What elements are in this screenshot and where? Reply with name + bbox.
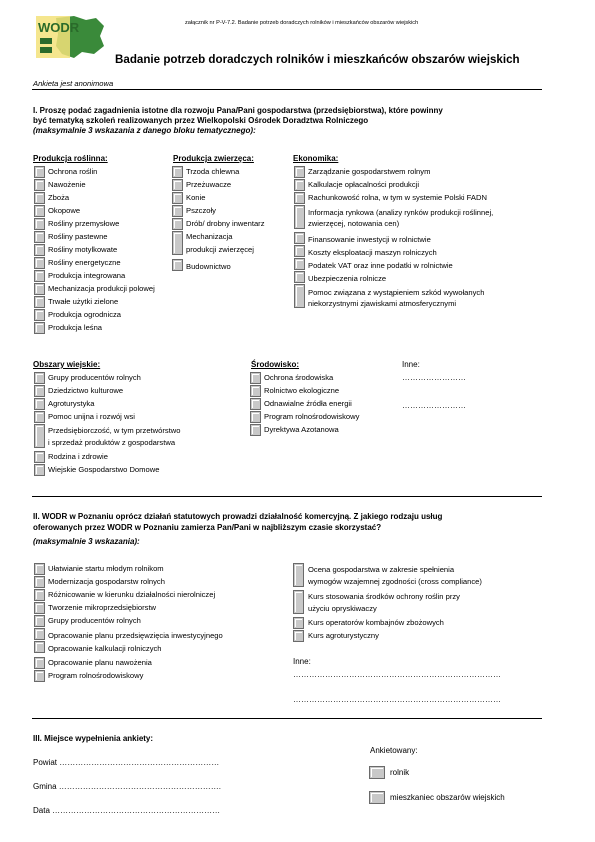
option-label: Mechanizacja produkcji polowej xyxy=(48,284,155,293)
checkbox-startu-mlodym[interactable] xyxy=(34,563,45,575)
rural-areas-heading: Obszary wiejskie: xyxy=(33,360,101,369)
checkbox-kurs-kombajnow[interactable] xyxy=(293,617,304,629)
option-label: Tworzenie mikroprzedsiębiorstw xyxy=(48,603,157,612)
option-label: Program rolnośrodowiskowy xyxy=(264,412,360,421)
option-label-cont: użyciu opryskiwaczy xyxy=(308,604,377,613)
checkbox-program-rolnosrodowiskowy-2[interactable] xyxy=(34,670,45,682)
option-label: Modernizacja gospodarstw rolnych xyxy=(48,577,165,586)
checkbox-trwale-uzytki[interactable] xyxy=(34,296,45,308)
option-label: Opracowanie planu przedsięwzięcia inwestycyjnego xyxy=(48,631,223,640)
option-label: Finansowanie inwestycji w rolnictwie xyxy=(308,235,431,244)
section2-line1: II. WODR w Poznaniu oprócz działań statutowych prowadzi działalność komercyjną. Z jakiego rodzaju usług xyxy=(33,512,443,521)
checkbox-mieszkaniec[interactable] xyxy=(369,791,385,804)
checkbox-ubezpieczenia[interactable] xyxy=(294,271,305,283)
option-label: Kurs operatorów kombajnów zbożowych xyxy=(308,618,444,627)
option-label: Rośliny pastewne xyxy=(48,232,108,241)
checkbox-ochrona-srodowiska[interactable] xyxy=(250,372,261,384)
checkbox-rolnictwo-ekologiczne[interactable] xyxy=(250,385,261,397)
option-label: Mechanizacja xyxy=(186,232,233,241)
plant-production-heading: Produkcja roślinna: xyxy=(33,154,108,163)
option-label: Dyrektywa Azotanowa xyxy=(264,425,339,434)
checkbox-kurs-opryskiwaczy[interactable] xyxy=(293,590,304,614)
option-label: Ochrona roślin xyxy=(48,167,98,176)
option-label: Drób/ drobny inwentarz xyxy=(186,219,265,228)
checkbox-kalkulacje-rolnicze[interactable] xyxy=(34,641,45,653)
checkbox-grupy-producentow[interactable] xyxy=(34,372,45,384)
checkbox-dziedzictwo[interactable] xyxy=(34,385,45,397)
option-mieszkaniec-label: mieszkaniec obszarów wiejskich xyxy=(390,793,505,802)
option-label: Grupy producentów rolnych xyxy=(48,373,141,382)
option-label: Agroturystyka xyxy=(48,399,95,408)
checkbox-rosliny-energetyczne[interactable] xyxy=(34,257,45,269)
section3-title: III. Miejsce wypełnienia ankiety: xyxy=(33,734,154,743)
attachment-note: załącznik nr P-V-7.2. Badanie potrzeb doradczych rolników i mieszkańców obszarów wiejskich xyxy=(185,20,419,26)
anonymous-note: Ankieta jest anonimowa xyxy=(33,79,114,88)
option-label: Podatek VAT oraz inne podatki w rolnictwie xyxy=(308,261,453,270)
option-label: Dziedzictwo kulturowe xyxy=(48,386,124,395)
checkbox-rolnik[interactable] xyxy=(369,766,385,779)
checkbox-odnawialne-zrodla[interactable] xyxy=(250,398,261,410)
checkbox-podatek-vat[interactable] xyxy=(294,258,305,270)
checkbox-finansowanie[interactable] xyxy=(294,232,305,244)
svg-text:WODR: WODR xyxy=(38,20,80,35)
option-rolnik-label: rolnik xyxy=(390,768,410,777)
animal-production-heading: Produkcja zwierzęca: xyxy=(173,154,254,163)
option-label: Produkcja integrowana xyxy=(48,271,126,280)
divider-top xyxy=(32,89,542,90)
option-label: Grupy producentów rolnych xyxy=(48,616,141,625)
checkbox-produkcja-ogrodnicza[interactable] xyxy=(34,309,45,321)
checkbox-drob[interactable] xyxy=(172,218,183,230)
checkbox-kalkulacje[interactable] xyxy=(294,179,305,191)
option-label: Odnawialne źródła energii xyxy=(264,399,352,408)
checkbox-trzoda-chlewna[interactable] xyxy=(172,166,183,178)
checkbox-kurs-agroturystyczny[interactable] xyxy=(293,630,304,642)
option-label: Opracowanie kalkulacji rolniczych xyxy=(48,644,162,653)
checkbox-pszczoly[interactable] xyxy=(172,205,183,217)
option-label: Pomoc związana z wystąpieniem szkód wywołanych xyxy=(308,288,485,297)
checkbox-zboza[interactable] xyxy=(34,192,45,204)
option-label: Kalkulacje opłacalności produkcji xyxy=(308,180,420,189)
checkbox-cross-compliance[interactable] xyxy=(293,563,304,587)
option-label: Zboża xyxy=(48,193,70,202)
option-label: Konie xyxy=(186,193,206,202)
checkbox-produkcja-lesna[interactable] xyxy=(34,322,45,334)
checkbox-zarzadzanie[interactable] xyxy=(294,166,305,178)
checkbox-przezuwacze[interactable] xyxy=(172,179,183,191)
other-label-1: Inne: xyxy=(402,360,420,369)
checkbox-pomoc-szkody[interactable] xyxy=(294,284,305,308)
checkbox-pomoc-unijna[interactable] xyxy=(34,411,45,423)
option-label: Wiejskie Gospodarstwo Domowe xyxy=(48,465,160,474)
option-label: Program rolnośrodowiskowy xyxy=(48,671,144,680)
checkbox-dyrektywa-azotanowa[interactable] xyxy=(250,424,261,436)
option-label-cont: zwierzęcej, notowania cen) xyxy=(308,219,400,228)
other-field-2b[interactable]: …………………………………………………………………… xyxy=(293,695,501,704)
option-label: Informacja rynkowa (analizy rynków produkcji roślinnej, xyxy=(308,208,494,217)
option-label: Ochrona środowiska xyxy=(264,373,334,382)
checkbox-rachunkowosc[interactable] xyxy=(294,192,305,204)
checkbox-rosliny-pastewne[interactable] xyxy=(34,231,45,243)
option-label: Różnicowanie w kierunku działalności nierolniczej xyxy=(48,590,216,599)
wodr-logo xyxy=(34,14,106,60)
option-label: Koszty eksploatacji maszyn rolniczych xyxy=(308,248,437,257)
checkbox-program-rolnosrodowiskowy[interactable] xyxy=(250,411,261,423)
checkbox-budownictwo[interactable] xyxy=(172,259,183,271)
checkbox-ochrona-roslin[interactable] xyxy=(34,166,45,178)
economics-heading: Ekonomika: xyxy=(293,154,339,163)
option-label: Pszczoły xyxy=(186,206,216,215)
gmina-field[interactable]: Gmina ……………………………………………………. xyxy=(33,782,222,791)
option-label: Ocena gospodarstwa w zakresie spełnienia xyxy=(308,565,455,574)
section1-line1: I. Proszę podać zagadnienia istotne dla rozwoju Pana/Pani gospodarstwa (przedsiębiorstwa), które powinny xyxy=(33,106,443,115)
option-label: Opracowanie planu nawożenia xyxy=(48,658,152,667)
checkbox-grupy-producentow-2[interactable] xyxy=(34,615,45,627)
powiat-field[interactable]: Powiat …………………………………………………… xyxy=(33,758,220,767)
option-label: Rośliny przemysłowe xyxy=(48,219,120,228)
checkbox-modernizacja[interactable] xyxy=(34,576,45,588)
wodr-logo-graphic xyxy=(34,14,106,60)
option-label: Przeżuwacze xyxy=(186,180,232,189)
section2-line2: oferowanych przez WODR w Poznaniu zamierza Pan/Pani w najbliższym czasie skorzystać? xyxy=(33,523,382,532)
checkbox-przedsiebiorczosc[interactable] xyxy=(34,424,45,448)
checkbox-plan-inwestycyjny[interactable] xyxy=(34,628,45,640)
other-field-1b[interactable]: …………………… xyxy=(402,401,466,410)
divider-section2 xyxy=(32,496,542,497)
option-label: Okopowe xyxy=(48,206,81,215)
option-label: Przedsiębiorczość, w tym przetwórstwo xyxy=(48,426,181,435)
option-label: Ubezpieczenia rolnicze xyxy=(308,274,387,283)
checkbox-plan-nawozenia[interactable] xyxy=(34,657,45,669)
option-label: Produkcja ogrodnicza xyxy=(48,310,122,319)
option-label: Rolnictwo ekologiczne xyxy=(264,386,340,395)
section1-line3: (maksymalnie 3 wskazania z danego bloku tematycznego): xyxy=(33,126,256,135)
option-label: Kurs stosowania środków ochrony roślin przy xyxy=(308,592,460,601)
page-title: Badanie potrzeb doradczych rolników i mieszkańców obszarów wiejskich xyxy=(115,53,520,66)
checkbox-nawozenie[interactable] xyxy=(34,179,45,191)
option-label-cont: i sprzedaż produktów z gospodarstwa xyxy=(48,438,176,447)
option-label: Trzoda chlewna xyxy=(186,167,240,176)
divider-section3 xyxy=(32,718,542,719)
respondent-label: Ankietowany: xyxy=(370,746,418,755)
checkbox-roznicowanie[interactable] xyxy=(34,589,45,601)
checkbox-mechanizacja-polowej[interactable] xyxy=(34,283,45,295)
option-label: Nawożenie xyxy=(48,180,86,189)
checkbox-informacja-rynkowa[interactable] xyxy=(294,205,305,229)
checkbox-mikroprzedsiebiorstw[interactable] xyxy=(34,602,45,614)
option-label: Produkcja leśna xyxy=(48,323,103,332)
option-label-cont: wymogów wzajemnej zgodności (cross compliance) xyxy=(308,577,482,586)
option-label: Zarządzanie gospodarstwem rolnym xyxy=(308,167,431,176)
checkbox-konie[interactable] xyxy=(172,192,183,204)
option-label-cont: niekorzystnymi zjawiskami atmosferycznymi xyxy=(308,299,457,308)
section1-line2: być tematyką szkoleń realizowanych przez Wielkopolski Ośrodek Doradztwa Rolniczego xyxy=(33,116,369,125)
data-field[interactable]: Data ……………………………………………………… xyxy=(33,806,221,815)
option-label: Ułatwianie startu młodym rolnikom xyxy=(48,564,164,573)
checkbox-agroturystyka[interactable] xyxy=(34,398,45,410)
option-label: Rachunkowość rolna, w tym w systemie Polski FADN xyxy=(308,193,487,202)
option-label-cont: produkcji zwierzęcej xyxy=(186,245,254,254)
option-label: Pomoc unijna i rozwój wsi xyxy=(48,412,135,421)
option-label: Budownictwo xyxy=(186,262,231,271)
checkbox-rosliny-motylkowate[interactable] xyxy=(34,244,45,256)
checkbox-produkcja-integrowana[interactable] xyxy=(34,270,45,282)
checkbox-mechanizacja-zwierzecej[interactable] xyxy=(172,231,183,255)
section2-line3: (maksymalnie 3 wskazania): xyxy=(33,537,140,546)
checkbox-wiejskie-gospodarstwo[interactable] xyxy=(34,464,45,476)
other-field-1a[interactable]: …………………… xyxy=(402,373,466,382)
environment-heading: Środowisko: xyxy=(251,360,300,369)
option-label: Trwałe użytki zielone xyxy=(48,297,119,306)
option-label: Rośliny energetyczne xyxy=(48,258,121,267)
option-label: Rodzina i zdrowie xyxy=(48,452,108,461)
checkbox-okopowe[interactable] xyxy=(34,205,45,217)
option-label: Kurs agroturystyczny xyxy=(308,631,379,640)
other-field-2a[interactable]: …………………………………………………………………… xyxy=(293,670,501,679)
checkbox-koszty-maszyn[interactable] xyxy=(294,245,305,257)
option-label: Rośliny motylkowate xyxy=(48,245,118,254)
checkbox-rosliny-przemyslowe[interactable] xyxy=(34,218,45,230)
checkbox-rodzina-zdrowie[interactable] xyxy=(34,451,45,463)
other-label-2: Inne: xyxy=(293,657,311,666)
